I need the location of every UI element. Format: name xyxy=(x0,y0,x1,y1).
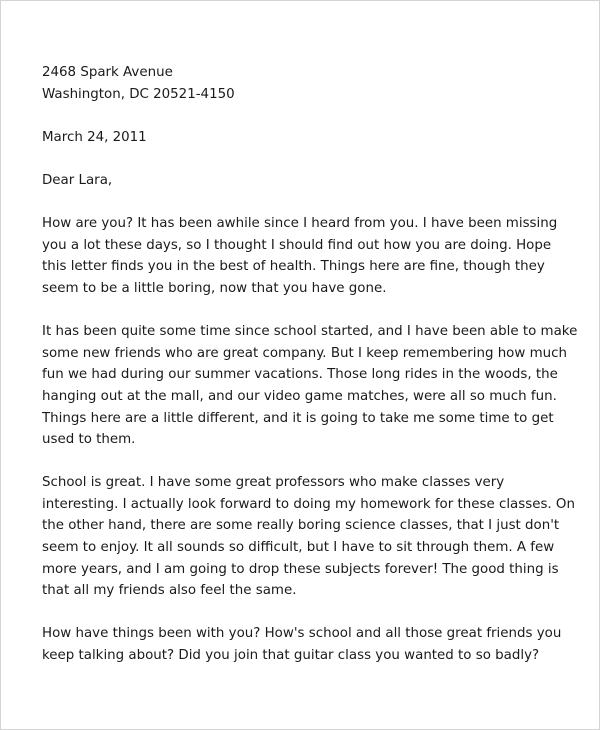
paragraph-line: It has been quite some time since school started, and I have been able to make xyxy=(42,324,578,340)
paragraph-line: this letter finds you in the best of health. Things here are fine, though they xyxy=(42,259,545,275)
paragraph-line: seem to be a little boring, now that you have gone. xyxy=(42,280,387,296)
paragraph-4 xyxy=(42,623,562,666)
paragraph-line: more years, and I am going to drop these subjects forever! The good thing is xyxy=(42,561,559,577)
address-city-state-zip: Washington, DC 20521-4150 xyxy=(42,86,235,102)
paragraph-line: that all my friends also feel the same. xyxy=(42,583,297,599)
paragraph-line: fun we had during our summer vacations. Those long rides in the woods, the xyxy=(42,367,558,383)
paragraph-line: School is great. I have some great professors who make classes very xyxy=(42,475,505,491)
paragraph-line: you a lot these days, so I thought I should find out how you are doing. Hope xyxy=(42,237,552,253)
salutation xyxy=(42,170,562,192)
sender-address xyxy=(42,62,562,105)
paragraph-line: seem to enjoy. It all sounds so difficult, but I have to sit through them. A few xyxy=(42,540,555,556)
date-text: March 24, 2011 xyxy=(42,129,147,145)
paragraph-line: used to them. xyxy=(42,432,136,448)
paragraph-line: the other hand, there are some really boring science classes, that I just don't xyxy=(42,518,560,534)
paragraph-2 xyxy=(42,321,578,451)
paragraph-1 xyxy=(42,213,562,299)
paragraph-3 xyxy=(42,472,575,602)
letter-date xyxy=(42,127,562,149)
paragraph-line: some new friends who are great company. But I keep remembering how much xyxy=(42,345,567,361)
paragraph-line: hanging out at the mall, and our video game matches, were all so much fun. xyxy=(42,388,557,404)
paragraph-line: How have things been with you? How's school and all those great friends you xyxy=(42,626,562,642)
paragraph-line: Things here are a little different, and it is going to take me some time to get xyxy=(42,410,554,426)
letter-body xyxy=(42,62,578,688)
paragraph-line: keep talking about? Did you join that guitar class you wanted to so badly? xyxy=(42,648,540,664)
paragraph-line: interesting. I actually look forward to doing my homework for these classes. On xyxy=(42,496,575,512)
address-street: 2468 Spark Avenue xyxy=(42,65,173,80)
paragraph-line: How are you? It has been awhile since I heard from you. I have been missing xyxy=(42,216,558,232)
salutation-text: Dear Lara, xyxy=(42,172,113,188)
